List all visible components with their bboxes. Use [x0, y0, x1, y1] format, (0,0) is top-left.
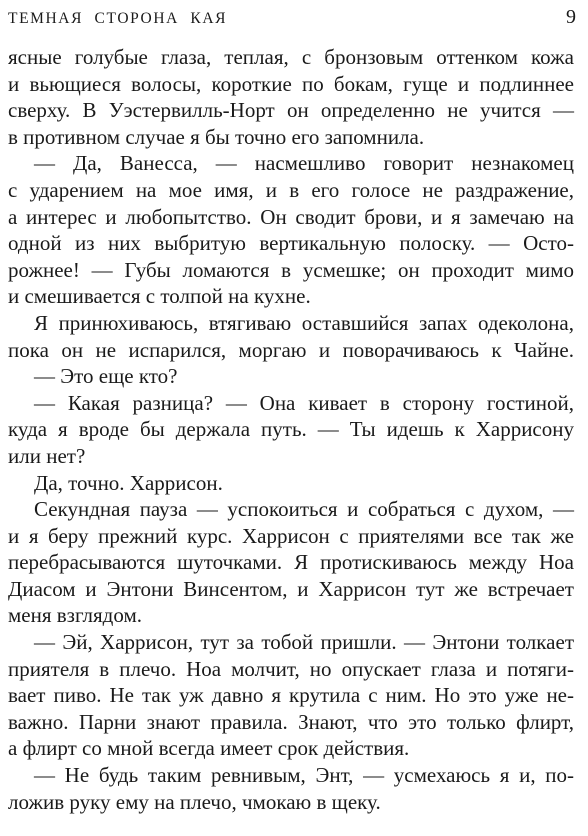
text-line: а интерес и любопытство. Он сводит брови, и я замечаю на: [8, 204, 574, 229]
running-title: ТЕМНАЯ СТОРОНА КАЯ: [8, 10, 228, 27]
text-line: в противном случае я бы точно его запомнила.: [8, 124, 425, 149]
text-line: — Это еще кто?: [34, 364, 178, 389]
text-line: Секундная пауза — успокоиться и собраться с духом, —: [34, 497, 574, 522]
text-line: приятеля в плечо. Ноа молчит, но опускает глаза и потяги-: [8, 656, 574, 681]
text-line: пока он не испарился, моргаю и поворачиваюсь к Чайне.: [8, 337, 574, 362]
text-line: Диасом и Энтони Винсентом, и Харрисон тут же встречает: [8, 576, 574, 601]
page-number: 9: [566, 6, 576, 28]
body-text: [8, 44, 574, 815]
text-line: или нет?: [8, 443, 86, 468]
text-line: — Да, Ванесса, — насмешливо говорит незнакомец: [34, 151, 574, 176]
text-line: вает пиво. Не так уж давно я крутила с ним. Но это уже не-: [8, 683, 574, 708]
text-line: с ударением на мое имя, и в его голосе не раздражение,: [8, 177, 574, 202]
text-line: меня взглядом.: [8, 603, 142, 628]
text-line: сверху. В Уэстервилль-Норт он определенно не учится —: [8, 98, 574, 123]
text-line: перебрасываются шуточками. Я протискиваюсь между Ноа: [8, 550, 574, 575]
text-line: важно. Парни знают правила. Знают, что это только флирт,: [8, 709, 574, 734]
text-line: куда я вроде бы держала путь. — Ты идешь к Харрисону: [8, 417, 574, 442]
text-line: и смешивается с толпой на кухне.: [8, 284, 311, 309]
text-line: — Эй, Харрисон, тут за тобой пришли. — Энтони толкает: [34, 630, 574, 655]
text-line: ясные голубые глаза, теплая, с бронзовым оттенком кожа: [8, 45, 574, 69]
text-line: одной из них выбритую вертикальную полоску. — Осто-: [8, 231, 574, 256]
text-line: а флирт со мной всегда имеет срок действия.: [8, 736, 410, 761]
page-header: [8, 6, 576, 30]
text-line: и вьющиеся волосы, короткие по бокам, гуще и подлиннее: [8, 71, 574, 96]
text-line: рожнее! — Губы ломаются в усмешке; он проходит мимо: [8, 257, 574, 282]
text-line: Да, точно. Харрисон.: [34, 470, 223, 495]
text-line: — Не будь таким ревнивым, Энт, — усмехаюсь я и, по-: [34, 763, 574, 788]
text-line: — Какая разница? — Она кивает в сторону гостиной,: [34, 390, 574, 415]
text-line: и я беру прежний курс. Харрисон с приятелями все так же: [8, 523, 574, 548]
text-line: ложив руку ему на плечо, чмокаю в щеку.: [8, 789, 381, 814]
text-line: Я принюхиваюсь, втягиваю оставшийся запах одеколона,: [34, 310, 574, 335]
